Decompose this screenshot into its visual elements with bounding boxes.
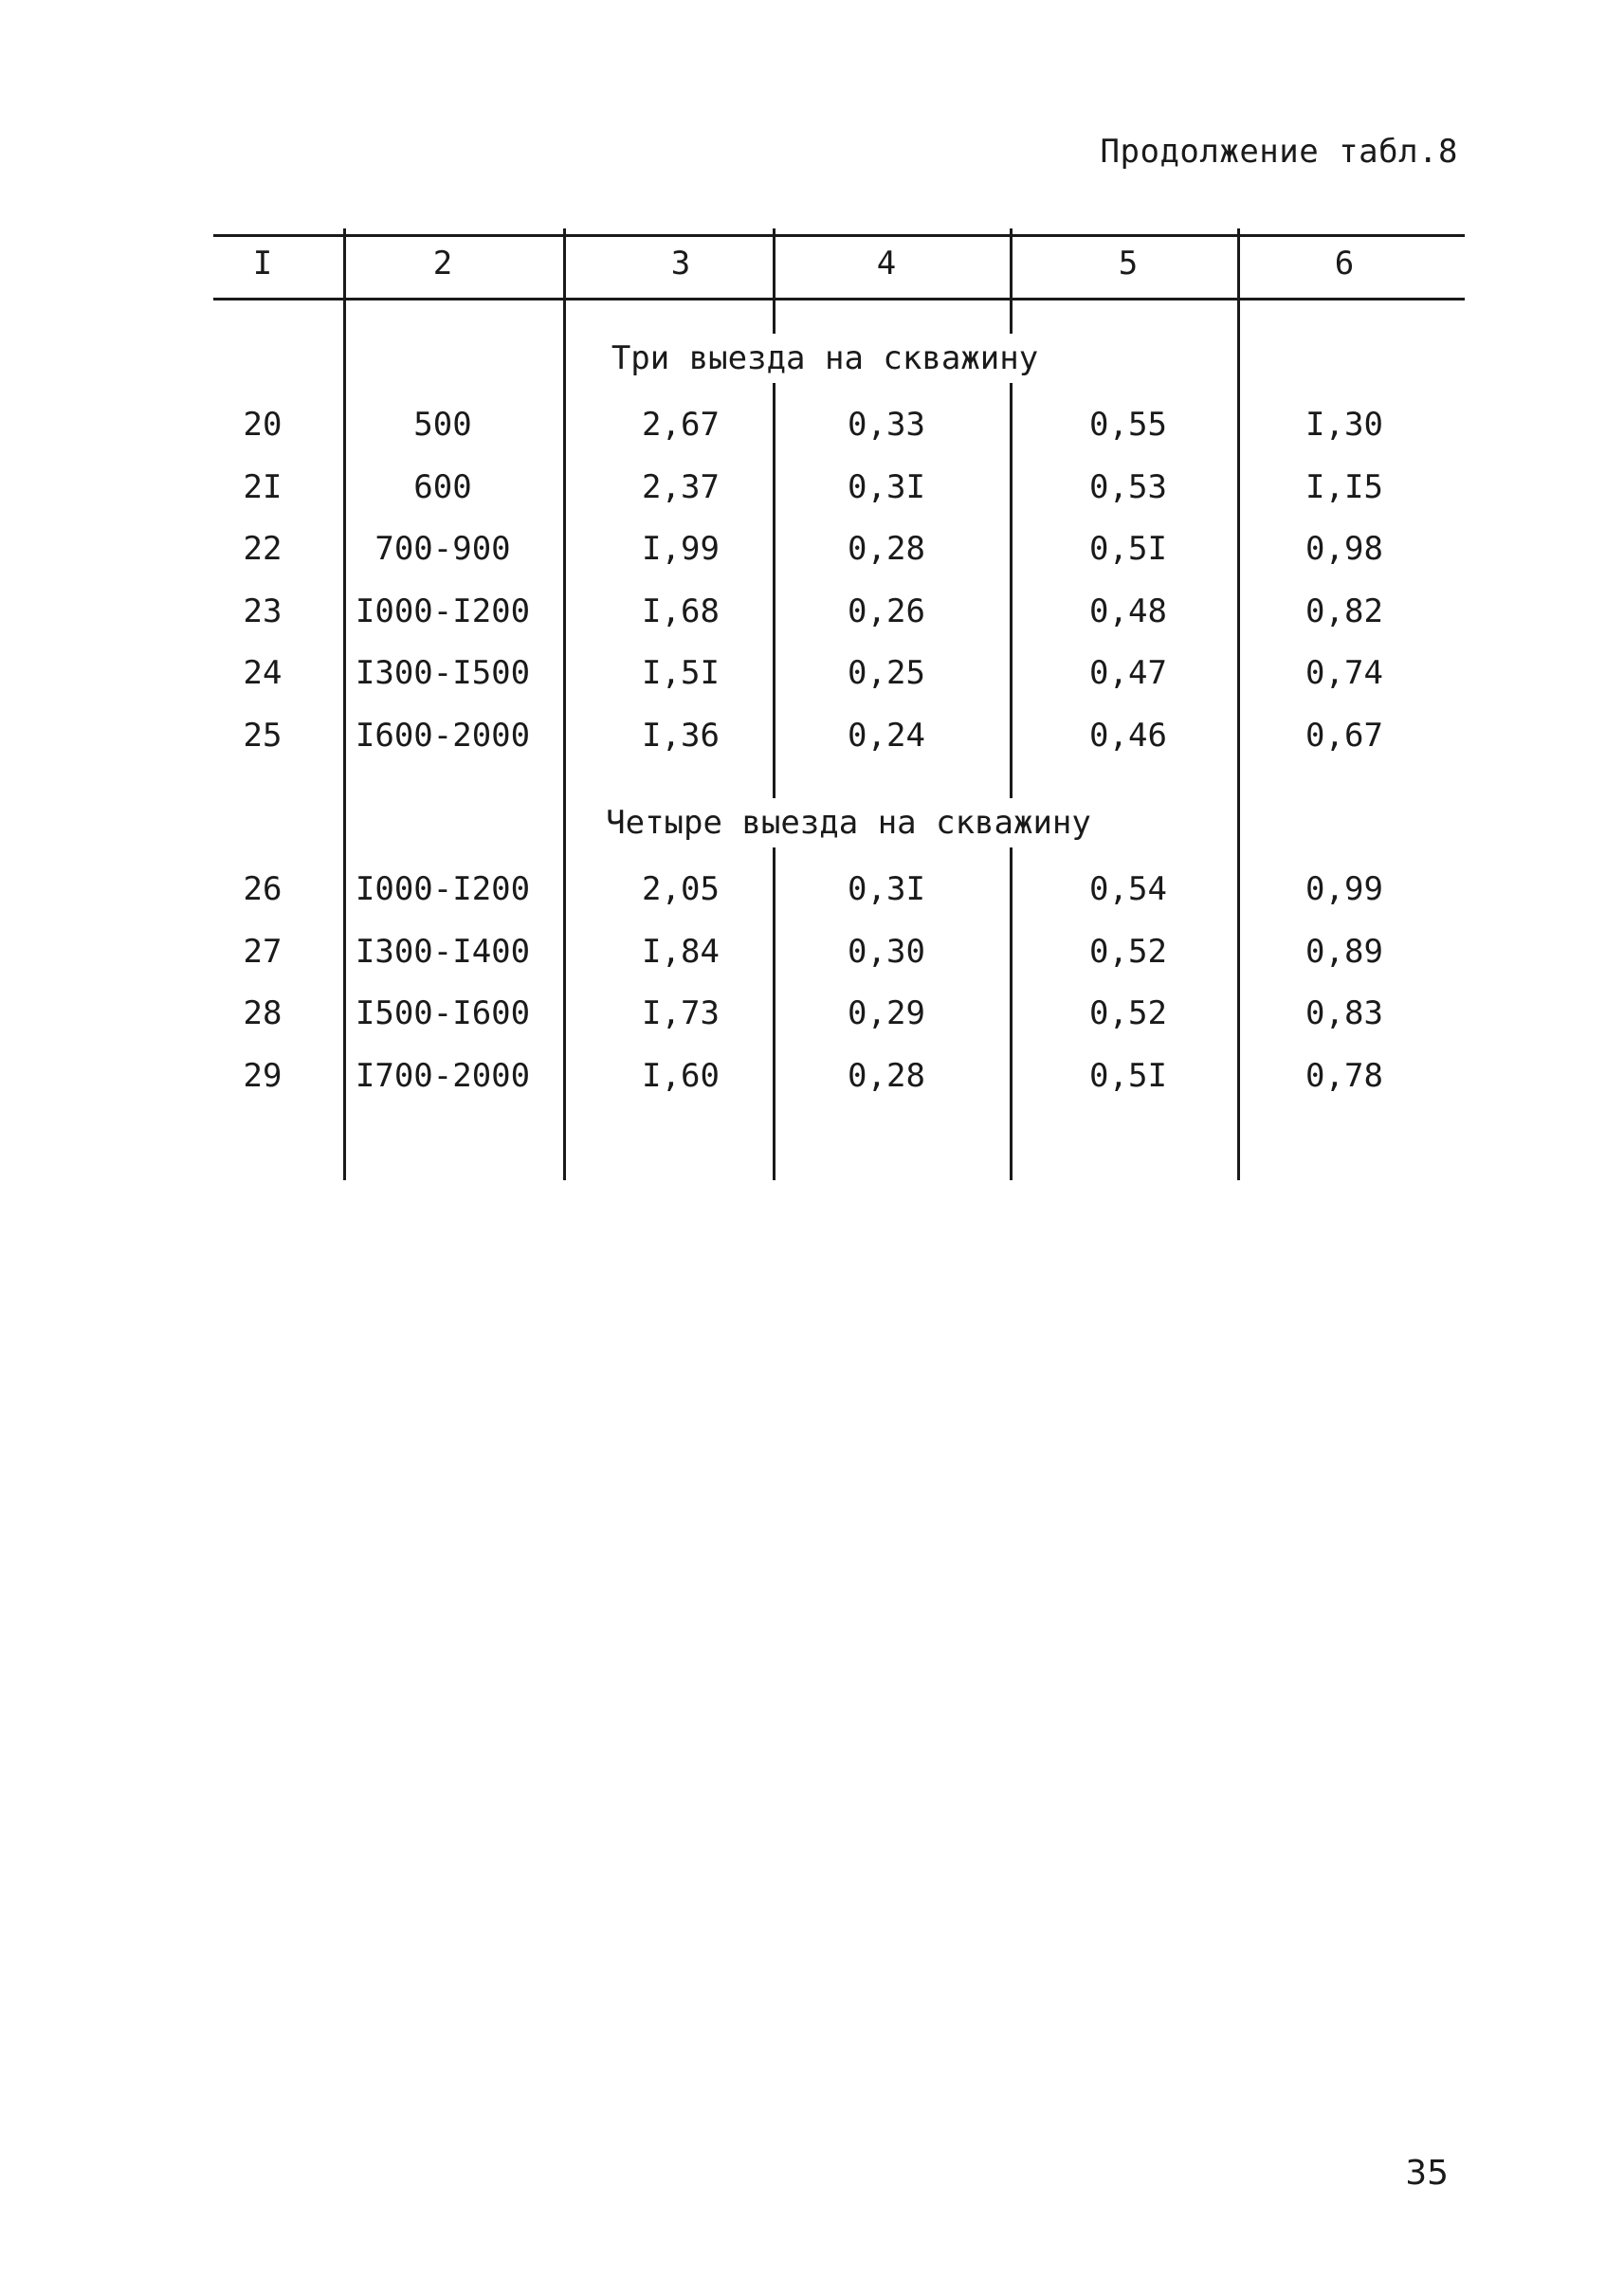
page-number: 35 [1405, 2154, 1449, 2193]
table-cell: 0,55 [1089, 406, 1167, 444]
table-cell: 0,89 [1305, 932, 1383, 971]
table-cell: 0,78 [1305, 1056, 1383, 1095]
table-cell: 600 [413, 467, 472, 506]
table-cell: 0,28 [848, 1056, 925, 1095]
table-cell: 0,5I [1089, 1056, 1167, 1095]
section-title: Четыре выезда на скважину [606, 804, 1091, 842]
table-cell: 0,98 [1305, 530, 1383, 568]
table-cell: 20 [243, 406, 283, 444]
table-cell: 0,5I [1089, 530, 1167, 568]
table-cell: I000-I200 [355, 592, 531, 630]
table-cell: 0,67 [1305, 716, 1383, 755]
table-header-rule [213, 298, 1465, 301]
column-divider-1 [343, 228, 346, 1180]
column-header-4: 4 [876, 245, 897, 282]
table-cell: 0,33 [848, 406, 925, 444]
table-cell: 0,53 [1089, 467, 1167, 506]
table-cell: 0,24 [848, 716, 925, 755]
column-header-3: 3 [670, 245, 691, 282]
table-cell: 29 [243, 1056, 283, 1095]
table-cell: I300-I400 [355, 932, 531, 971]
table-cell: 0,3I [848, 467, 925, 506]
table-cell: 0,30 [848, 932, 925, 971]
table-cell: 2,05 [642, 870, 720, 908]
table-cell: 0,25 [848, 654, 925, 692]
table-cell: 0,28 [848, 530, 925, 568]
table-cell: 26 [243, 870, 283, 908]
column-divider-2 [563, 228, 566, 1180]
table-cell: I300-I500 [355, 654, 531, 692]
table-cell: 0,47 [1089, 654, 1167, 692]
table-cell: 0,48 [1089, 592, 1167, 630]
column-header-1: I [252, 245, 273, 282]
table-cell: 0,29 [848, 994, 925, 1032]
table-cell: I,68 [642, 592, 720, 630]
table-cell: 500 [413, 406, 472, 444]
table-cell: I,99 [642, 530, 720, 568]
table-cell: 0,52 [1089, 932, 1167, 971]
section-title: Три выезда на скважину [611, 339, 1039, 377]
table-continuation-label: Продолжение табл.8 [1100, 133, 1458, 171]
table-cell: 0,52 [1089, 994, 1167, 1032]
table-cell: 0,82 [1305, 592, 1383, 630]
table-cell: I000-I200 [355, 870, 531, 908]
table-cell: 0,46 [1089, 716, 1167, 755]
table-cell: 700-900 [374, 530, 511, 568]
table-cell: 23 [243, 592, 283, 630]
column-header-5: 5 [1118, 245, 1139, 282]
column-header-6: 6 [1334, 245, 1355, 282]
table-cell: 0,54 [1089, 870, 1167, 908]
table-cell: 0,99 [1305, 870, 1383, 908]
table-cell: 28 [243, 994, 283, 1032]
table-cell: I,73 [642, 994, 720, 1032]
table-cell: 27 [243, 932, 283, 971]
table-cell: I,30 [1305, 406, 1383, 444]
table-cell: 24 [243, 654, 283, 692]
table-cell: I600-2000 [355, 716, 531, 755]
table-cell: 0,74 [1305, 654, 1383, 692]
table-cell: I700-2000 [355, 1056, 531, 1095]
table-cell: 2I [243, 467, 283, 506]
table-cell: I,60 [642, 1056, 720, 1095]
table-cell: I,84 [642, 932, 720, 971]
table-cell: 2,67 [642, 406, 720, 444]
table-cell: 0,26 [848, 592, 925, 630]
table-cell: 25 [243, 716, 283, 755]
table-cell: I,I5 [1305, 467, 1383, 506]
table-cell: I,36 [642, 716, 720, 755]
table-cell: I500-I600 [355, 994, 531, 1032]
table-cell: I,5I [642, 654, 720, 692]
table-cell: 2,37 [642, 467, 720, 506]
column-divider-5 [1237, 228, 1240, 1180]
table-cell: 22 [243, 530, 283, 568]
table-cell: 0,3I [848, 870, 925, 908]
table-top-rule [213, 234, 1465, 237]
column-header-2: 2 [432, 245, 453, 282]
table-cell: 0,83 [1305, 994, 1383, 1032]
